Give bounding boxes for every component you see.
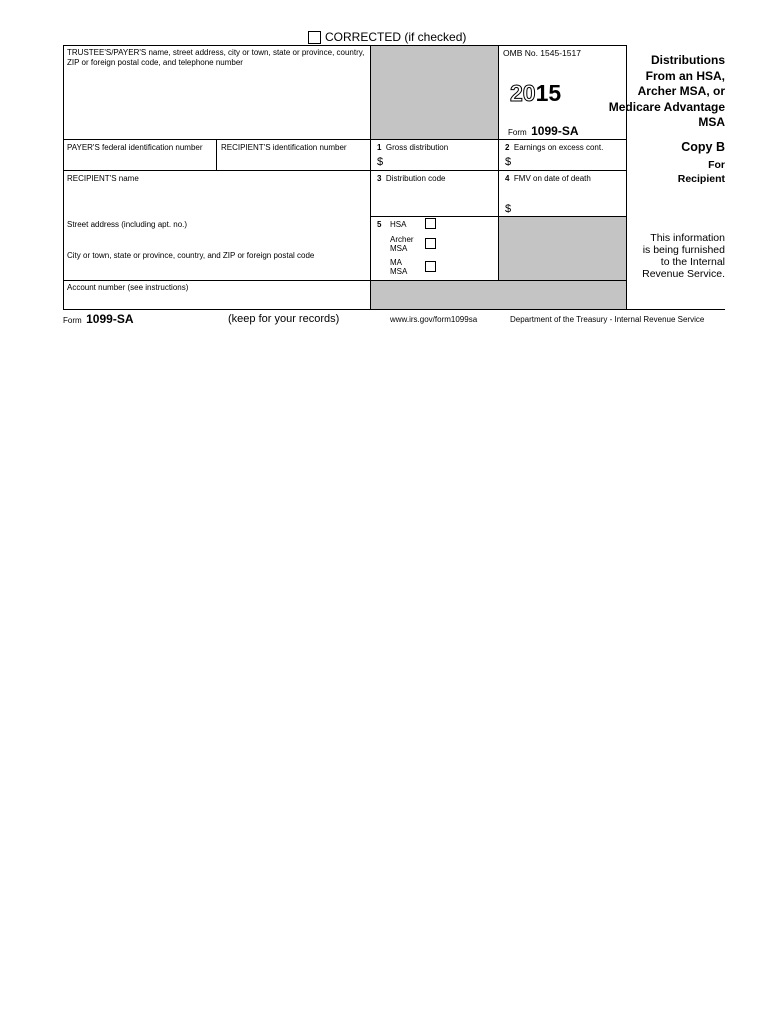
for-recipient-line: For xyxy=(708,159,725,171)
irs-notice-line: to the Internal xyxy=(660,256,725,268)
gross-distribution-field[interactable] xyxy=(386,155,496,169)
form-id-bottom-name: 1099-SA xyxy=(86,312,134,326)
box5-archer-label-line: Archer xyxy=(390,235,414,244)
form-top-rule xyxy=(63,45,627,46)
box2-text: Earnings on excess cont. xyxy=(513,143,604,152)
recipient-id-label: RECIPIENT'S identification number xyxy=(221,143,347,152)
distribution-code-field[interactable] xyxy=(374,188,496,214)
box4-text: FMV on date of death xyxy=(513,174,591,183)
box5-number: 5 xyxy=(377,220,382,229)
box3-number: 3 xyxy=(377,174,382,183)
box5-ma-label xyxy=(390,258,407,276)
omb-number: OMB No. 1545-1517 xyxy=(503,48,581,58)
street-address-field[interactable] xyxy=(66,231,366,247)
form-left-rule xyxy=(63,45,64,310)
box5-archer-label xyxy=(390,235,414,253)
form-title-line: Archer MSA, or xyxy=(637,84,725,98)
payer-name-address-field[interactable] xyxy=(66,72,366,136)
hsa-checkbox[interactable] xyxy=(425,218,436,229)
shaded-area-mid xyxy=(499,217,626,280)
box2-number: 2 xyxy=(505,143,510,152)
corrected-checkbox[interactable] xyxy=(308,31,321,44)
payer-label: TRUSTEE'S/PAYER'S name, street address, city or town, state or province, country, ZIP or foreign postal code, and telephone number xyxy=(67,48,365,67)
form-title-line: Distributions xyxy=(651,53,725,67)
archer-msa-checkbox[interactable] xyxy=(425,238,436,249)
form-title-line: Medicare Advantage xyxy=(608,99,725,114)
irs-notice-line: This information xyxy=(650,232,725,244)
city-state-zip-field[interactable] xyxy=(66,262,366,278)
form-title-line: From an HSA, xyxy=(645,68,725,83)
box3-label xyxy=(377,174,446,184)
recipient-name-field[interactable] xyxy=(66,186,366,214)
shaded-area-bottom xyxy=(371,281,626,309)
corrected-label: CORRECTED (if checked) xyxy=(325,30,467,44)
copy-b-label: Copy B xyxy=(681,140,725,154)
payer-federal-id-label: PAYER'S federal identification number xyxy=(67,143,203,152)
row-rule-170 xyxy=(63,170,627,171)
payer-federal-id-field[interactable] xyxy=(66,154,214,168)
department-text: Department of the Treasury - Internal Revenue Service xyxy=(510,315,705,324)
tax-year xyxy=(510,80,561,106)
form-id-top-name: 1099-SA xyxy=(531,124,579,138)
account-number-label: Account number (see instructions) xyxy=(67,283,189,292)
for-recipient-line: Recipient xyxy=(677,173,725,185)
for-recipient xyxy=(640,158,725,186)
box2-currency: $ xyxy=(505,156,512,168)
box1-label xyxy=(377,143,448,153)
form-id-bottom xyxy=(63,312,134,328)
box1-text: Gross distribution xyxy=(385,143,449,152)
form-id-bottom-prefix: Form xyxy=(63,316,82,325)
box4-label xyxy=(505,174,591,184)
form-title xyxy=(590,53,725,131)
form-id-top xyxy=(508,124,579,140)
box1-number: 1 xyxy=(377,143,382,152)
irs-notice xyxy=(620,232,725,280)
shaded-area-top xyxy=(371,46,498,139)
irs-notice-line: is being furnished xyxy=(642,244,725,256)
box5-hsa-label-line: HSA xyxy=(390,220,407,229)
keep-for-records: (keep for your records) xyxy=(228,313,340,325)
box5-ma-label-line: MA xyxy=(390,258,402,267)
tax-year-outline: 20 xyxy=(510,80,536,106)
ma-msa-checkbox[interactable] xyxy=(425,261,436,272)
fmv-date-of-death-field[interactable] xyxy=(514,201,624,215)
box5-ma-label-line: MSA xyxy=(390,267,408,276)
form-title-line: MSA xyxy=(698,115,725,129)
box4-currency: $ xyxy=(505,203,512,215)
recipient-id-field[interactable] xyxy=(220,154,368,168)
form-id-top-prefix: Form xyxy=(508,128,527,137)
city-label: City or town, state or province, country, and ZIP or foreign postal code xyxy=(67,251,315,260)
box2-label xyxy=(505,143,603,153)
id-divider-rule xyxy=(216,139,217,170)
box5-hsa-label xyxy=(390,220,406,230)
box4-number: 4 xyxy=(505,174,510,183)
street-address-label: Street address (including apt. no.) xyxy=(67,220,188,229)
tax-year-solid: 15 xyxy=(535,80,562,106)
box3-text: Distribution code xyxy=(385,174,446,183)
irs-url: www.irs.gov/form1099sa xyxy=(390,315,478,324)
box5-archer-label-line: MSA xyxy=(390,244,408,253)
box1-currency: $ xyxy=(377,156,384,168)
earnings-excess-field[interactable] xyxy=(514,155,624,169)
account-number-field[interactable] xyxy=(66,294,366,308)
recipient-name-label: RECIPIENT'S name xyxy=(67,174,139,183)
irs-notice-line: Revenue Service. xyxy=(642,268,725,280)
